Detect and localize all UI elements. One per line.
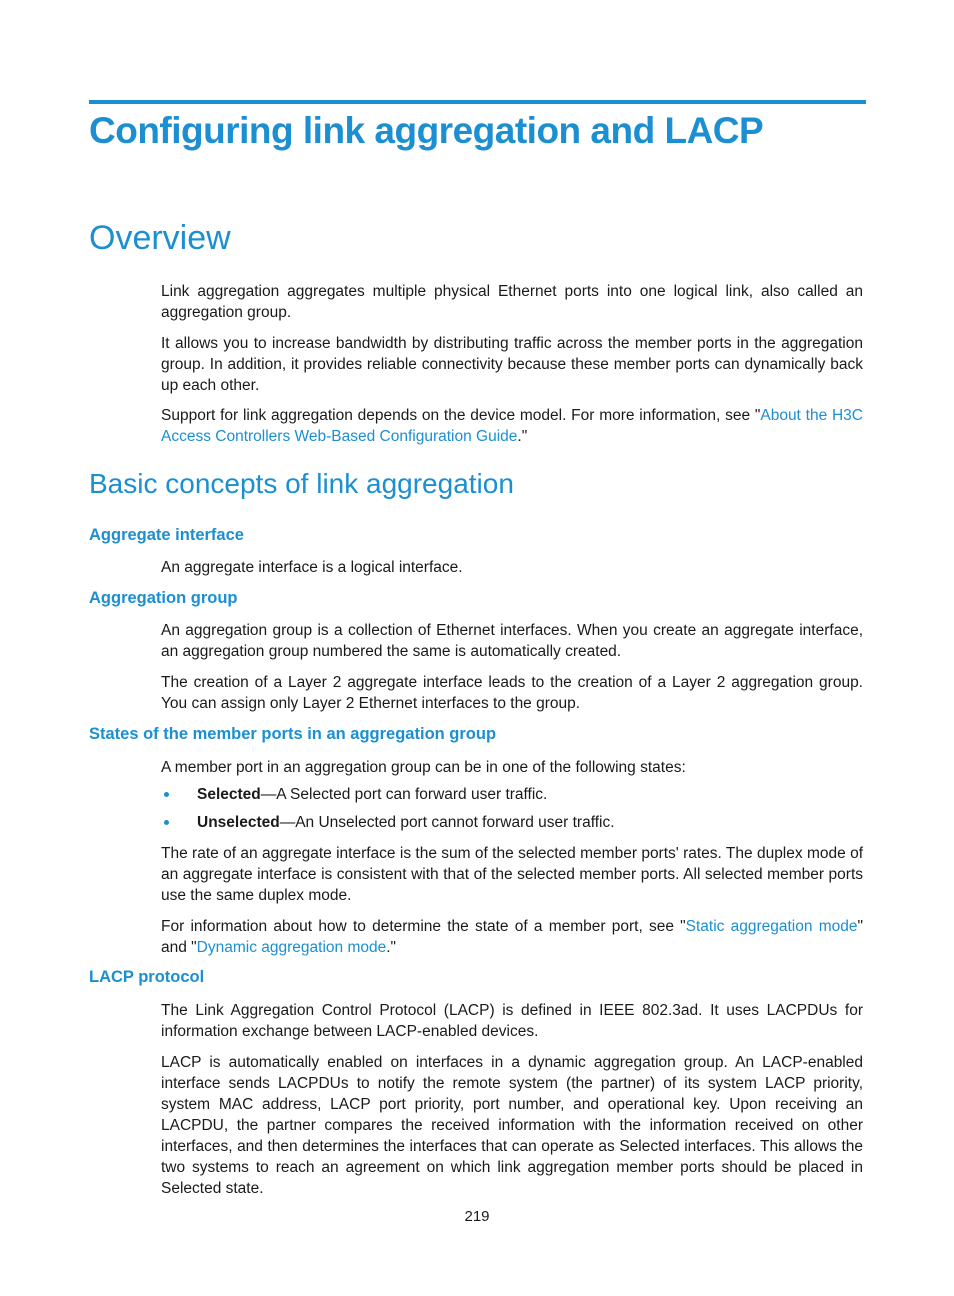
bullet-icon: [164, 820, 169, 825]
member-states-p3-text: For information about how to determine the state of a member port, see ": [161, 918, 686, 935]
member-states-paragraph-2: The rate of an aggregate interface is the sum of the selected member ports' rates. The duplex mode of an aggregate interface is consistent with that of the selected member ports. All selected member ports use the same duplex mode.: [161, 845, 863, 904]
overview-p3-text: Support for link aggregation depends on the device model. For more information, see ": [161, 407, 761, 424]
member-states-paragraph-3: [161, 916, 863, 958]
aggregate-interface-heading: Aggregate interface: [89, 526, 244, 544]
aggregation-group-paragraph-1: An aggregation group is a collection of Ethernet interfaces. When you create an aggregate interface, an aggregation group numbered the same is automatically created.: [161, 622, 863, 660]
chapter-title: Configuring link aggregation and LACP: [89, 110, 764, 151]
lacp-paragraph-1: The Link Aggregation Control Protocol (LACP) is defined in IEEE 802.3ad. It uses LACPDUs for information exchange between LACP-enabled devices.: [161, 1002, 863, 1040]
basic-concepts-heading: Basic concepts of link aggregation: [89, 468, 514, 499]
static-aggregation-mode-link[interactable]: Static aggregation mode: [685, 918, 858, 935]
member-states-p3-middle: " and ": [161, 918, 863, 956]
member-states-p3-tail: .": [386, 939, 397, 956]
page-number: 219: [464, 1208, 490, 1225]
lacp-paragraph-2: LACP is automatically enabled on interfaces in a dynamic aggregation group. An LACP-enabled interface sends LACPDUs to notify the remote system (the partner) of its system LACP priority, system MAC address, LACP port priority, port number, and operational key. Upon receiving an LACPDU, the partner compares the received information with the information received on other interfaces, and then determines the interfaces that can operate as Selected interfaces. This allows the two systems to reach an agreement on which link aggregation member ports should be placed in Selected state.: [161, 1054, 863, 1197]
chapter-rule: [89, 100, 866, 104]
bullet-text: —A Selected port can forward user traffic.: [260, 786, 548, 803]
lacp-protocol-heading: LACP protocol: [89, 968, 205, 986]
member-states-heading: States of the member ports in an aggregation group: [89, 725, 497, 743]
aggregate-interface-paragraph: An aggregate interface is a logical interface.: [161, 559, 463, 576]
bullet-text: —An Unselected port cannot forward user traffic.: [279, 814, 615, 831]
dynamic-aggregation-mode-link[interactable]: Dynamic aggregation mode: [196, 939, 387, 956]
overview-paragraph-3: [161, 405, 863, 447]
bullet-term: Unselected: [197, 814, 280, 831]
overview-paragraph-1: Link aggregation aggregates multiple physical Ethernet ports into one logical link, also called an aggregation group.: [161, 283, 863, 321]
bullet-icon: [164, 792, 169, 797]
aggregation-group-paragraph-2: The creation of a Layer 2 aggregate interface leads to the creation of a Layer 2 aggregation group. You can assign only Layer 2 Ethernet interfaces to the group.: [161, 674, 863, 712]
overview-p3-tail: .": [517, 428, 528, 445]
aggregation-group-heading: Aggregation group: [89, 589, 238, 607]
member-states-intro: A member port in an aggregation group can be in one of the following states:: [161, 759, 686, 776]
config-guide-link[interactable]: About the H3C Access Controllers Web-Based Configuration Guide: [161, 407, 863, 445]
overview-heading: Overview: [89, 219, 231, 257]
overview-paragraph-2: It allows you to increase bandwidth by distributing traffic across the member ports in the aggregation group. In addition, it provides reliable connectivity because these member ports can dynamically back up each other.: [161, 335, 863, 394]
bullet-term: Selected: [197, 786, 261, 803]
